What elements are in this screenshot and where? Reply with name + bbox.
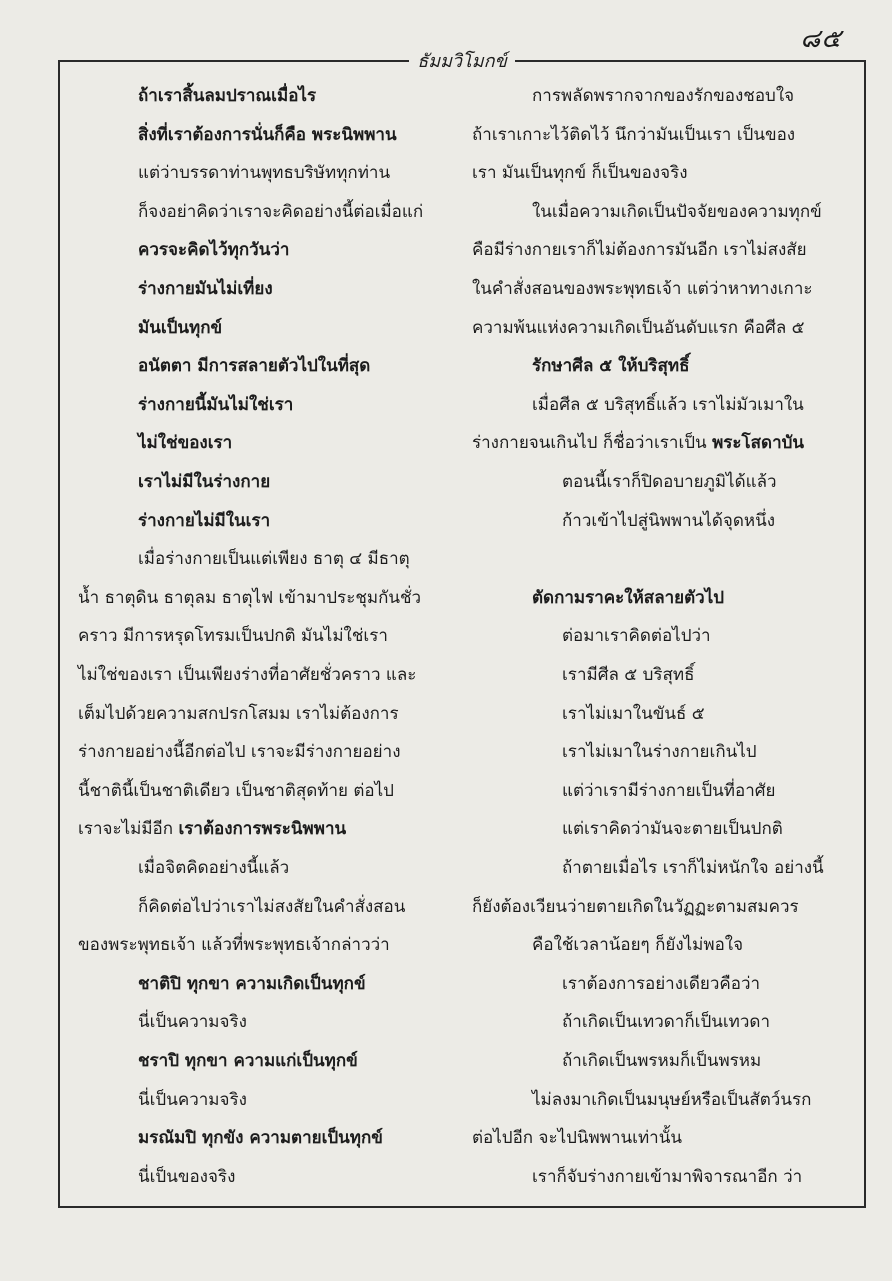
text-line: เมื่อจิตคิดอย่างนี้แล้ว xyxy=(138,858,290,878)
text-line: ชาติปิ ทุกขา ความเกิดเป็นทุกข์ xyxy=(138,973,366,994)
text-line: ตัดกามราคะให้สลายตัวไป xyxy=(532,587,725,608)
text-line: มรณัมปิ ทุกขัง ความตายเป็นทุกข์ xyxy=(138,1128,383,1149)
text-line: ร่างกายไม่มีในเรา xyxy=(138,510,271,531)
text-line: น้ำ ธาตุดิน ธาตุลม ธาตุไฟ เข้ามาประชุมกันชั่ว xyxy=(78,587,422,608)
text-line: การพลัดพรากจากของรักของชอบใจ xyxy=(532,86,795,106)
text-line: เรามีศีล ๕ บริสุทธิ์ xyxy=(562,665,695,685)
text-line-head: ร่างกายจนเกินไป ก็ชื่อว่าเราเป็น xyxy=(472,433,713,454)
header-title: ธัมมวิโมกข์ xyxy=(409,51,515,72)
text-line: ก็คิดต่อไปว่าเราไม่สงสัยในคำสั่งสอน xyxy=(138,896,406,917)
text-line: นี้ชาตินี้เป็นชาติเดียว เป็นชาติสุดท้าย ต่อไป xyxy=(78,780,394,801)
text-line: ตอนนี้เราก็ปิดอบายภูมิได้แล้ว xyxy=(562,472,777,492)
text-line: เราต้องการอย่างเดียวคือว่า xyxy=(562,973,761,994)
text-line: เราไม่เมาในขันธ์ ๕ xyxy=(562,703,705,724)
text-line: เต็มไปด้วยความสกปรกโสมม เราไม่ต้องการ xyxy=(78,703,399,724)
text-line: ถ้าเราเกาะไว้ติดไว้ นึกว่ามันเป็นเรา เป็นของ xyxy=(472,124,796,145)
text-line: เราไม่มีในร่างกาย xyxy=(138,472,271,492)
text-line xyxy=(472,431,804,455)
text-line: เราก็จับร่างกายเข้ามาพิจารณาอีก ว่า xyxy=(532,1166,803,1187)
text-line: แต่เราคิดว่ามันจะตายเป็นปกติ xyxy=(562,819,783,840)
text-line: สิ่งที่เราต้องการนั่นก็คือ พระนิพพาน xyxy=(138,124,397,145)
text-line: คราว มีการหรุดโทรมเป็นปกติ มันไม่ใช่เรา xyxy=(78,626,388,647)
text-line: ก็จงอย่าคิดว่าเราจะคิดอย่างนี้ต่อเมื่อแก่ xyxy=(138,201,424,222)
text-frame xyxy=(58,51,866,1208)
text-line: ถ้าตายเมื่อไร เราก็ไม่หนักใจ อย่างนี้ xyxy=(562,858,824,878)
text-line: แต่ว่าเรามีร่างกายเป็นที่อาศัย xyxy=(562,780,776,801)
text-line: ร่างกายอย่างนี้อีกต่อไป เราจะมีร่างกายอย่าง xyxy=(78,742,401,763)
text-line-emphasis: พระโสดาบัน xyxy=(712,433,805,454)
text-line: เมื่อศีล ๕ บริสุทธิ์แล้ว เราไม่มัวเมาใน xyxy=(532,394,804,415)
text-line: ควรจะคิดไว้ทุกวันว่า xyxy=(138,240,290,261)
text-line xyxy=(78,817,346,841)
text-line: ในคำสั่งสอนของพระพุทธเจ้า แต่ว่าหาทางเกาะ xyxy=(472,279,813,299)
text-line: ชราปิ ทุกขา ความแก่เป็นทุกข์ xyxy=(138,1051,358,1071)
text-line: เรา มันเป็นทุกข์ ก็เป็นของจริง xyxy=(472,163,688,184)
text-line: อนัตตา มีการสลายตัวไปในที่สุด xyxy=(138,356,371,377)
text-line: ร่างกายนี้มันไม่ใช่เรา xyxy=(138,394,294,415)
text-line: ร่างกายมันไม่เที่ยง xyxy=(138,279,273,299)
text-line: ไม่ใช่ของเรา xyxy=(138,433,233,454)
text-line: ความพ้นแห่งความเกิดเป็นอันดับแรก คือศีล ๕ xyxy=(472,317,805,338)
text-line: นี่เป็นความจริง xyxy=(138,1089,247,1110)
text-line: แต่ว่าบรรดาท่านพุทธบริษัททุกท่าน xyxy=(138,163,391,184)
text-line: ต่อไปอีก จะไปนิพพานเท่านั้น xyxy=(472,1128,682,1149)
text-line: รักษาศีล ๕ ให้บริสุทธิ์ xyxy=(532,356,690,377)
text-line: ก็ยังต้องเวียนว่ายตายเกิดในวัฏฏะตามสมควร xyxy=(472,896,799,917)
text-line: เราไม่เมาในร่างกายเกินไป xyxy=(562,742,757,763)
text-line: ถ้าเกิดเป็นพรหมก็เป็นพรหม xyxy=(562,1051,762,1071)
text-line: ไม่ใช่ของเรา เป็นเพียงร่างที่อาศัยชั่วคราว และ xyxy=(78,665,417,685)
text-line: คือมีร่างกายเราก็ไม่ต้องการมันอีก เราไม่สงสัย xyxy=(472,240,807,261)
text-line-head: เราจะไม่มีอีก xyxy=(78,819,179,840)
text-line: นี่เป็นความจริง xyxy=(138,1012,247,1033)
text-line: ของพระพุทธเจ้า แล้วที่พระพุทธเจ้ากล่าวว่า xyxy=(78,935,390,956)
text-line: เมื่อร่างกายเป็นแต่เพียง ธาตุ ๔ มีธาตุ xyxy=(138,549,410,570)
page-number: ๘๕ xyxy=(800,24,842,54)
text-line: ก้าวเข้าไปสู่นิพพานได้จุดหนึ่ง xyxy=(562,510,775,531)
text-line: ไม่ลงมาเกิดเป็นมนุษย์หรือเป็นสัตว์นรก xyxy=(532,1089,812,1110)
running-header xyxy=(60,46,864,75)
text-line: ในเมื่อความเกิดเป็นปัจจัยของความทุกข์ xyxy=(532,201,822,222)
text-line: นี่เป็นของจริง xyxy=(138,1166,236,1187)
text-line-emphasis: เราต้องการพระนิพพาน xyxy=(178,819,347,840)
text-line: มันเป็นทุกข์ xyxy=(138,317,223,338)
text-line: ถ้าเกิดเป็นเทวดาก็เป็นเทวดา xyxy=(562,1012,771,1033)
text-line: ถ้าเราสิ้นลมปราณเมื่อไร xyxy=(138,86,317,106)
text-line: ต่อมาเราคิดต่อไปว่า xyxy=(562,626,711,647)
text-line: คือใช้เวลาน้อยๆ ก็ยังไม่พอใจ xyxy=(532,935,744,956)
